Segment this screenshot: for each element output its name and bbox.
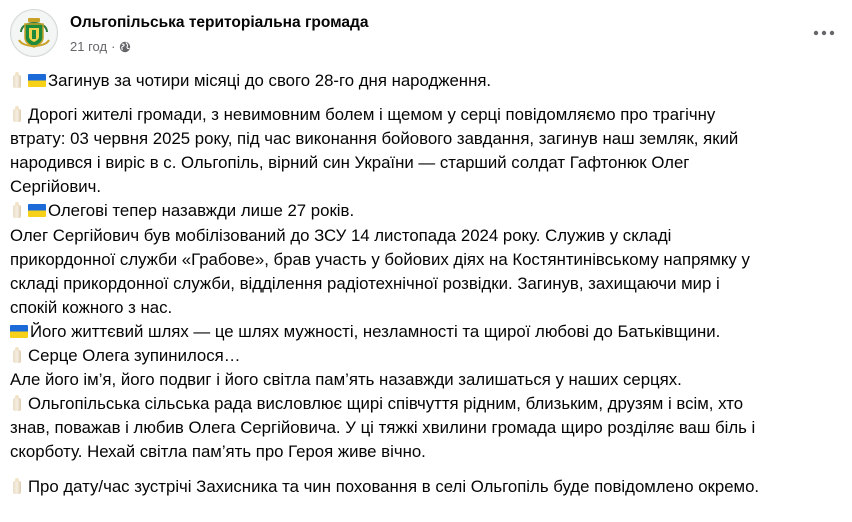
globe-icon[interactable] [119, 41, 131, 53]
candle-icon [11, 395, 23, 411]
coat-of-arms-icon [11, 10, 57, 56]
ukraine-flag-icon [10, 325, 28, 338]
post-line-text: втрату: 03 червня 2025 року, під час виконання бойового завдання, загинув наш земляк, який [10, 129, 739, 149]
post-line [10, 199, 848, 223]
post-line [10, 175, 848, 199]
post-line [10, 296, 848, 320]
post-line [10, 320, 848, 344]
meta-separator: · [111, 39, 116, 54]
ukraine-flag-icon [28, 74, 46, 87]
post-line [10, 475, 848, 499]
post-line-text: Олег Сергійович був мобілізований до ЗСУ 14 листопада 2024 року. Служив у складі [10, 225, 672, 245]
post-line-text: Про дату/час зустрічі Захисника та чин поховання в селі Ольгопіль буде повідомлено окремо. [28, 476, 760, 496]
candle-icon [11, 106, 23, 122]
post-line [10, 416, 848, 440]
post-line-text: Олегові тепер назавжди лише 27 років. [48, 201, 355, 221]
post-line [10, 344, 848, 368]
page-avatar[interactable] [10, 9, 58, 57]
post-line-text: Дорогі жителі громади, з невимовним болем і щемом у серці повідомляємо про трагічну [28, 105, 716, 125]
post-text [10, 69, 848, 499]
post-line [10, 368, 848, 392]
candle-icon [11, 478, 23, 494]
post-line [10, 103, 848, 127]
post-line-text: складі прикордонної служби, відділення радіотехнічної розвідки. Загинув, захищаючи мир і [10, 273, 720, 293]
ukraine-flag-icon [28, 204, 46, 217]
candle-icon [11, 347, 23, 363]
post-line [10, 248, 848, 272]
post-line-text: Але його ім’я, його подвиг і його світла пам’ять назавжди залишаться у наших серцях. [10, 370, 682, 390]
post-line-text: Його життєвий шлях — це шлях мужності, незламності та щирої любові до Батьківщини. [30, 321, 721, 341]
post-line [10, 272, 848, 296]
post-line-text: Ольгопільська сільська рада висловлює щирі співчуття рідним, близьким, друзям і всім, хто [28, 394, 744, 414]
post-line [10, 127, 848, 151]
post-line [10, 224, 848, 248]
post-line [10, 151, 848, 175]
post-line-text: Сергійович. [10, 177, 102, 197]
paragraph-gap [10, 465, 848, 475]
post-time[interactable]: 21 год [70, 39, 108, 54]
post-line-text: Загинув за чотири місяці до свого 28-го дня народження. [48, 71, 492, 90]
post-line [10, 392, 848, 416]
post-line-text: скорботу. Нехай світла пам’ять про Героя живе вічно. [10, 442, 426, 462]
post-line-text: прикордонної служби «Грабове», брав участь у бойових діях на Костянтинівському напрямку у [10, 249, 750, 269]
candle-icon [11, 202, 23, 218]
post-line-text: знав, поважав і любив Олега Сергійовича. У ці тяжкі хвилини громада щиро розділяє ваш біль і [10, 418, 756, 438]
more-options-icon[interactable] [812, 23, 836, 43]
post-line-text: Серце Олега зупинилося… [28, 346, 241, 366]
post-line [10, 69, 848, 93]
post-line-text: народився і виріс в с. Ольгопіль, вірний син України — старший солдат Гафтонюк Олег [10, 153, 690, 173]
paragraph-gap [10, 93, 848, 103]
post-line-text: спокій кожного з нас. [10, 297, 173, 317]
post-line [10, 440, 848, 464]
post-header [10, 9, 842, 61]
post-meta [70, 39, 131, 54]
candle-icon [11, 72, 23, 88]
page-name-link[interactable]: Ольгопільська територіальна громада [70, 14, 369, 31]
